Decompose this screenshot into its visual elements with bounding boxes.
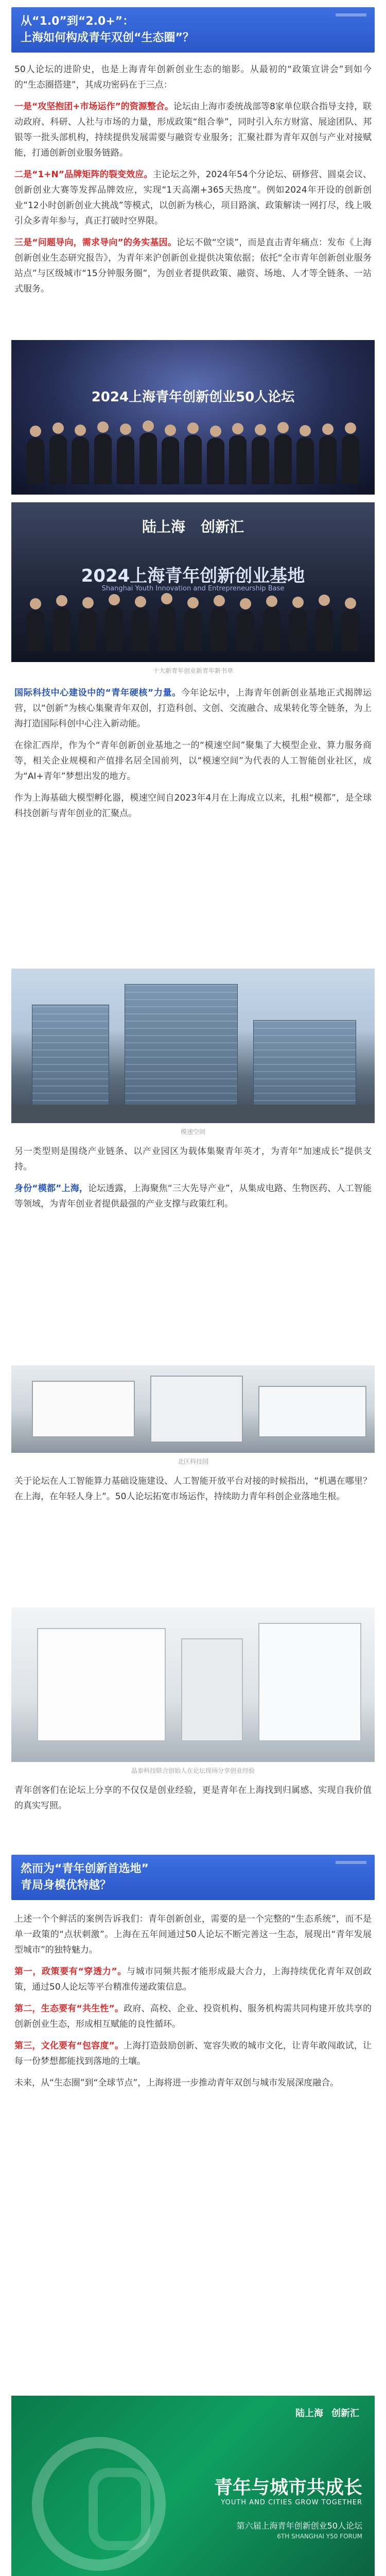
stage-screen-title: 2024上海青年创新创业50人论坛 xyxy=(91,389,295,405)
paragraph: 作为上海基础大模型孵化器，模速空间自2023年4月在上海成立以来，扎根“模都”，是全球科技创新与青年创业的汇聚点。 xyxy=(14,793,372,819)
highlight-text: 二是“1+N”品牌矩阵的裂变效应。 xyxy=(14,170,153,180)
forum-stage-photo xyxy=(11,340,375,495)
model-space-building-photo xyxy=(11,969,375,1123)
photo-caption: 十大新青年创业新青年新书单 xyxy=(152,667,233,674)
bold-text: 身份“模都”上海， xyxy=(14,1183,89,1194)
section-header-2-line2: 青局身模优特越？ xyxy=(21,1879,112,1892)
logo-text-a: 陆上海 xyxy=(142,518,185,535)
poster-title: 青年与城市共成长 xyxy=(214,2477,362,2498)
section-header-2-line1: 然而为“青年创新首选地” xyxy=(21,1862,149,1875)
paragraph-text: 主论坛之外，2024年54个分论坛、研修营、圆桌会议、创新创业大赛等发挥品牌效应，实现“1天高潮+365天热度”。例如2024年开设的创新创业“12小时创新创业大挑战”等模式，以创新为核心，项目路演、政策解读一网打尽，线上吸引众多青年参与，真正打破时空界限。 xyxy=(14,170,372,226)
poster-subtitle-en: 6TH SHANGHAI Y50 FORUM xyxy=(277,2533,362,2540)
photo-caption: 晶泰科技联合创始人在论坛现场分享创业经验 xyxy=(131,1767,255,1774)
paragraph: 在徐汇西岸，作为个“青年创新创业基地之一的“模速空间”聚集了大模型企业、算力服务商等，相关企业规模和产值排名居全国前列，以“模速空间”为代表的人工智能创业社区，成为“AI+青年”梦想出发的地方。 xyxy=(14,740,372,782)
lab-equipment-photo xyxy=(11,1607,375,1762)
base-unveiling-photo xyxy=(11,502,375,662)
paragraph xyxy=(14,2001,372,2032)
base-subtitle: Shanghai Youth Innovation and Entrepreneurship Base xyxy=(101,585,285,592)
paragraph xyxy=(14,1964,372,1995)
highlight-text: 一是“攻坚抱团+市场运作”的资源整合。 xyxy=(14,101,173,112)
paragraph xyxy=(14,685,372,732)
paragraph: 关于论坛在人工智能算力基础设施建设、人工智能开放平台对接的时候指出，“机遇在哪里？在上海，在年轻人身上”。50人论坛拓宽市场运作，持续助力青年科创企业落地生根。 xyxy=(14,1476,372,1502)
paragraph: 上述一个个鲜活的案例告诉我们：青年创新创业，需要的是一个完整的“生态系统”，而不是单一政策的“点状刺激”。上海在五年间通过50人论坛不断完善这一生态，展现出“青年发展型城市”的独特魅力。 xyxy=(14,1914,372,1955)
section-header-1-line2: 上海如何构成青年双创“生态圈”？ xyxy=(21,31,194,44)
paragraph-text: 论坛透露，上海聚焦“三大先导产业”，从集成电路、生物医药、人工智能等领域，为青年创业者提供最强的产业支撑与政策红利。 xyxy=(14,1183,372,1209)
poster-title-en: YOUTH AND CITIES GROW TOGETHER xyxy=(221,2499,362,2506)
paragraph xyxy=(14,1181,372,1212)
paragraph-text: 与城市同频共振才能形成最大合力，上海持续优化青年双创政策，通过50人论坛等平台精准传递政策信息。 xyxy=(14,1967,372,1992)
paragraph xyxy=(14,2038,372,2069)
highlight-text: 第二，生态要有“共生性”。 xyxy=(14,2004,124,2014)
paragraph-text: 论坛不做“空谈”，而是直击青年痛点：发布《上海创新创业生态研究报告》，为青年来沪创新创业提供决策依据；依托“全市青年创新创业服务站点”与区级城市“15分钟服务圈”，为创业者提供政策、融资、场地、人才等全链条、一站式服务。 xyxy=(14,238,372,294)
paragraph xyxy=(14,99,372,161)
paragraph-text: 今年论坛中，上海青年创新创业基地正式揭牌运营，以“创新”为核心集聚青年双创，打造科创、文创、交流融合、成果转化等全链条，为上海打造国际科创中心注入新动能。 xyxy=(14,688,372,729)
logo-text-a: 陆上海 xyxy=(295,2408,323,2419)
bold-text: 国际科技中心建设中的“青年硬核”力量。 xyxy=(14,688,181,698)
paragraph xyxy=(14,167,372,229)
highlight-text: 三是“问题导向，需求导向”的务实基因。 xyxy=(14,238,177,248)
photo-caption: 模速空间 xyxy=(180,1128,205,1136)
paragraph: 青年创客们在论坛上分享的不仅仅是创业经验，更是青年在上海找到归属感、实现自我价值的真实写照。 xyxy=(14,1785,372,1811)
paragraph-text: 论坛由上海市委统战部等8家单位联合指导支持，联动政府、科研、人社与市场的力量，形成政策“组合拳”，同时引入东方财富、展途团队、邦银等一批头部机构，持续提供发展需要与融资专业服务；汇聚社群为青年双创与产业对接赋能，打通创新创业服务链路。 xyxy=(14,101,372,158)
paragraph: 另一类型则是围绕产业链条、以产业园区为载体集聚青年英才，为青年“加速成长”提供支持。 xyxy=(14,1146,372,1172)
forum-poster-photo xyxy=(11,2396,375,2576)
paragraph: 未来，从“生态圈”到“全球节点”，上海将进一步推动青年双创与城市发展深度融合。 xyxy=(14,2078,339,2088)
section-header-1-line1: 从“1.0”到“2.0+”： xyxy=(21,15,134,28)
section-header-2 xyxy=(11,1855,375,1900)
logo-text-b: 创新汇 xyxy=(201,518,244,535)
paragraph: 50人论坛的进阶史，也是上海青年创新创业生态的缩影。从最初的“政策宣讲会”到如今的“生态圈搭建”，其成功密码在于三点： xyxy=(14,64,372,90)
photo-caption: 北区科技园 xyxy=(177,1458,208,1465)
highlight-text: 第三，文化要有“包容度”。 xyxy=(14,2041,124,2051)
paragraph-text: 政府、高校、企业、投资机构、服务机构需共同构建开放共享的创新创业生态，形成相互赋能的良性循环。 xyxy=(14,2004,372,2029)
poster-subtitle: 第六届上海青年创新创业50人论坛 xyxy=(236,2521,362,2531)
paragraph-text: 上海打造鼓励创新、宽容失败的城市文化，让青年敢闯敢试，让每一份梦想都能找到落地的土壤。 xyxy=(14,2041,372,2066)
highlight-text: 第一，政策要有“穿透力”。 xyxy=(14,1967,127,1977)
paragraph xyxy=(14,235,372,297)
section-header-1 xyxy=(11,7,375,53)
base-title: 2024上海青年创新创业基地 xyxy=(81,566,305,586)
logo-text-b: 创新汇 xyxy=(331,2408,359,2419)
science-park-photo xyxy=(11,1365,375,1453)
